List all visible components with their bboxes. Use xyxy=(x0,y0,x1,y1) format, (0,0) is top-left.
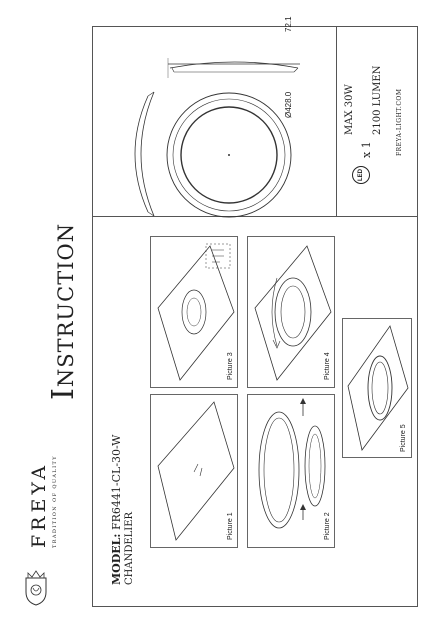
model-line xyxy=(110,435,123,585)
brand-name: FREYA xyxy=(28,461,50,548)
led-badge-text: LED xyxy=(358,169,364,181)
picture-5-label: Picture 5 xyxy=(400,424,407,452)
brand-tagline: TRADITION OF QUALITY xyxy=(52,455,58,548)
picture-2-drawing xyxy=(247,394,335,548)
freya-crest-logo xyxy=(24,570,48,606)
frame-divider xyxy=(336,26,337,216)
power-spec: MAX 30W xyxy=(344,84,355,135)
top-view-drawing xyxy=(164,90,294,220)
side-view-drawing-vertical xyxy=(118,86,158,226)
picture-1-drawing xyxy=(150,394,238,548)
page-title: Instruction xyxy=(46,222,81,400)
led-badge xyxy=(352,166,370,184)
lumen-spec: 2100 LUMEN xyxy=(372,65,383,135)
picture-3-label: Picture 3 xyxy=(227,352,234,380)
model-code: FR6441-CL-30-W xyxy=(110,434,123,531)
picture-3-drawing xyxy=(150,236,238,388)
website: FREYA-LIGHT.COM xyxy=(396,88,403,156)
picture-4-label: Picture 4 xyxy=(324,352,331,380)
model-label: MODEL: xyxy=(110,533,123,585)
product-category: CHANDELIER xyxy=(124,511,135,585)
picture-2-label: Picture 2 xyxy=(324,512,331,540)
picture-4-drawing xyxy=(247,236,335,388)
dimension-height: 72.1 xyxy=(284,16,293,32)
picture-1-label: Picture 1 xyxy=(227,512,234,540)
led-quantity: x 1 xyxy=(360,141,373,158)
dimension-diameter: Ø428.0 xyxy=(284,91,293,118)
